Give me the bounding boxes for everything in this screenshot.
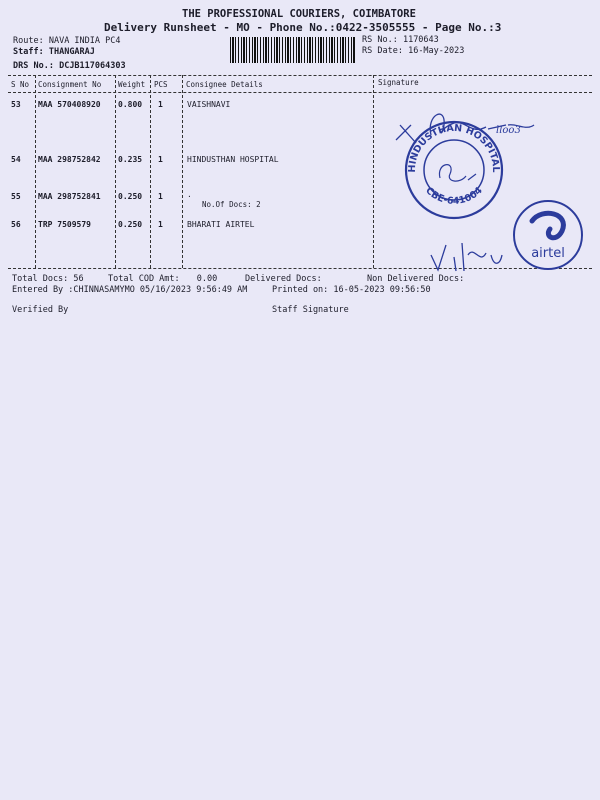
total-cod	[108, 274, 217, 284]
row-consignment: TRP 7509579	[38, 220, 91, 229]
row-weight: 0.250	[118, 220, 143, 229]
total-cod-value: 0.00	[196, 274, 218, 284]
total-docs-label: Total Docs:	[12, 274, 69, 284]
row-note: No.Of Docs: 2	[202, 200, 261, 209]
barcode	[230, 37, 355, 63]
row-weight: 0.235	[118, 155, 143, 164]
staff-label: Staff:	[13, 47, 44, 57]
col-header-signature: Signature	[378, 78, 419, 87]
row-pcs: 1	[158, 220, 163, 229]
airtel-text: airtel	[531, 246, 565, 261]
col-divider	[115, 75, 116, 268]
rs-no-label: RS No.:	[362, 35, 398, 45]
staff-line	[13, 47, 95, 57]
row-pcs: 1	[158, 192, 163, 201]
rs-no-line	[362, 35, 439, 45]
runsheet-subtitle: Delivery Runsheet - MO - Phone No.:0422-3505555 - Page No.:3	[104, 21, 502, 34]
col-header-consignee: Consignee Details	[186, 80, 263, 89]
total-cod-label: Total COD Amt:	[108, 274, 180, 284]
col-divider	[150, 75, 151, 268]
row-sno: 53	[11, 100, 21, 109]
row-consignee: BHARATI AIRTEL	[187, 220, 255, 229]
total-docs-value: 56	[73, 274, 84, 284]
row-weight: 0.250	[118, 192, 143, 201]
signature-airtel	[431, 243, 502, 271]
signature-area	[376, 95, 596, 275]
route-label: Route:	[13, 36, 44, 46]
row-pcs: 1	[158, 100, 163, 109]
table-top-rule	[8, 75, 592, 76]
total-docs	[12, 274, 84, 284]
stamp-bottom-text: CBE-641004	[423, 185, 485, 207]
row-pcs: 1	[158, 155, 163, 164]
row-consignment: MAA 570408920	[38, 100, 101, 109]
rs-date-value: 16-May-2023	[408, 46, 465, 56]
drs-label: DRS No.:	[13, 61, 54, 71]
row-consignee: .	[187, 190, 192, 199]
rs-date-line	[362, 46, 464, 56]
col-header-sno: S No	[11, 80, 30, 89]
drs-value: DCJB117064303	[59, 61, 126, 71]
route-line	[13, 36, 121, 46]
rs-no-value: 1170643	[402, 35, 439, 45]
hospital-stamp	[406, 122, 502, 218]
col-header-weight: Weight	[118, 80, 146, 89]
staff-value: THANGARAJ	[48, 47, 95, 57]
col-divider	[35, 75, 36, 268]
row-sno: 56	[11, 220, 21, 229]
signature-scribble: lloo3	[496, 125, 521, 136]
verified-by: Verified By	[12, 305, 69, 315]
row-weight: 0.800	[118, 100, 143, 109]
staff-signature-label: Staff Signature	[272, 305, 349, 315]
row-sno: 54	[11, 155, 21, 164]
delivered-docs-label: Delivered Docs:	[245, 274, 322, 284]
row-consignee: VAISHNAVI	[187, 100, 231, 109]
col-divider	[182, 75, 183, 268]
company-title: THE PROFESSIONAL COURIERS, COIMBATORE	[182, 8, 416, 20]
printed-on: Printed on: 16-05-2023 09:56:50	[272, 285, 431, 295]
col-header-pcs: PCS	[154, 80, 168, 89]
table-header-rule	[8, 92, 592, 93]
rs-date-label: RS Date:	[362, 46, 403, 56]
row-consignment: MAA 298752841	[38, 192, 101, 201]
non-delivered-docs-label: Non Delivered Docs:	[367, 274, 465, 284]
row-sno: 55	[11, 192, 21, 201]
row-consignee: HINDUSTHAN HOSPITAL	[187, 155, 279, 164]
stamp-top-text: HINDUSTHAN HOSPITAL	[406, 122, 502, 173]
airtel-logo	[514, 201, 582, 269]
entered-by: Entered By :CHINNASAMYMO 05/16/2023 9:56:49 AM	[12, 285, 248, 295]
col-header-consignment: Consignment No	[38, 80, 102, 89]
col-divider	[373, 75, 374, 268]
row-consignment: MAA 298752842	[38, 155, 101, 164]
drs-line	[13, 61, 126, 71]
route-value: NAVA INDIA PC4	[48, 36, 121, 46]
